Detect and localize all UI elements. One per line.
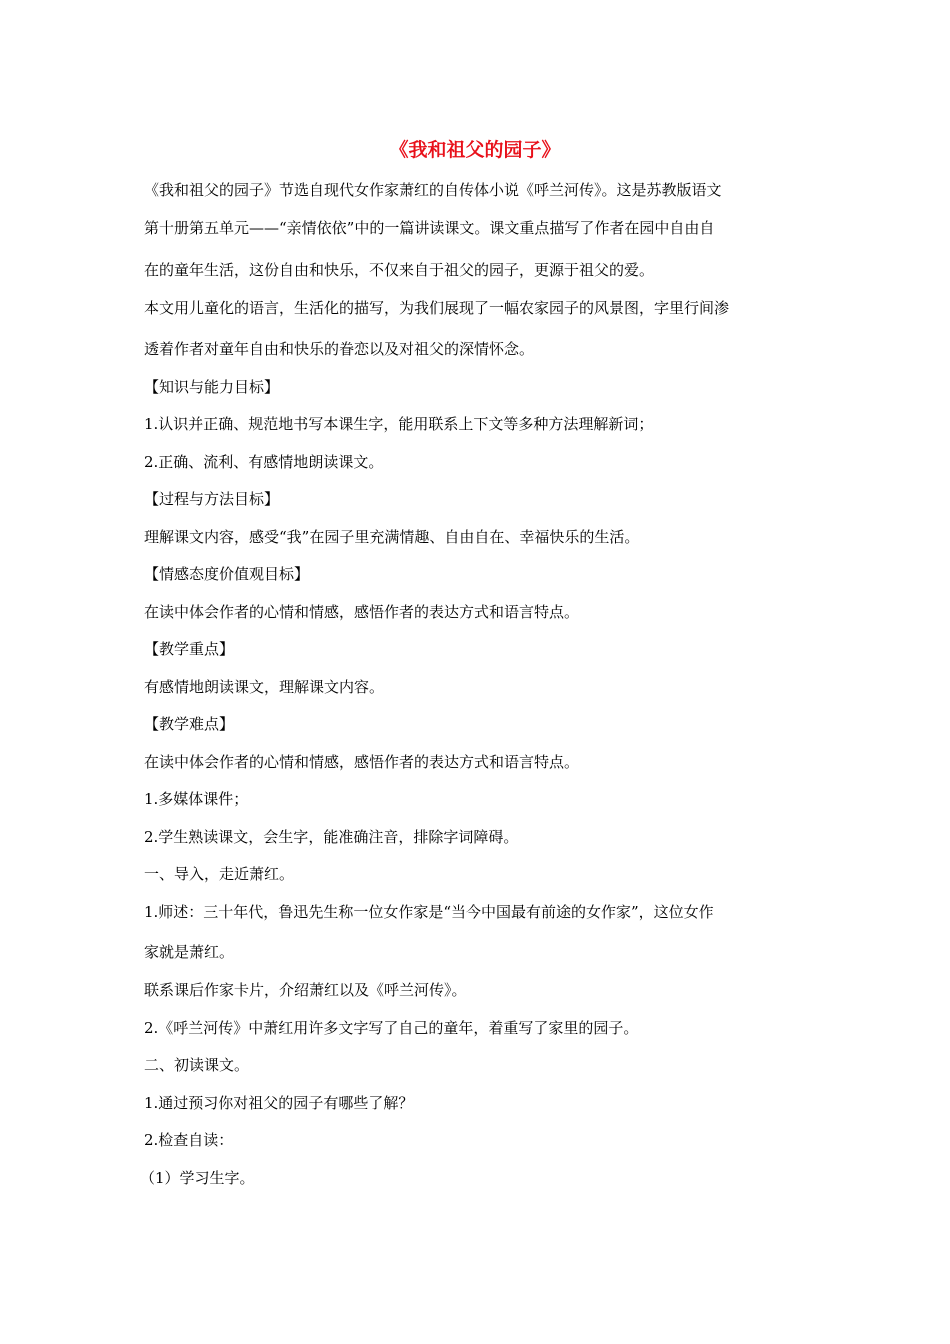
- text-line: 1.通过预习你对祖父的园子有哪些了解？: [144, 1094, 414, 1112]
- text-line: 在读中体会作者的心情和情感，感悟作者的表达方式和语言特点。: [144, 753, 580, 771]
- document-title: 《我和祖父的园子》: [389, 139, 561, 161]
- text-line: 《我和祖父的园子》节选自现代女作家萧红的自传体小说《呼兰河传》。这是苏教版语文: [144, 181, 722, 199]
- text-line: 有感情地朗读课文，理解课文内容。: [144, 678, 385, 696]
- section-heading: 【过程与方法目标】: [144, 490, 280, 508]
- text-line: 1.师述：三十年代，鲁迅先生称一位女作家是“当今中国最有前途的女作家”，这位女作: [144, 903, 714, 921]
- text-line: 本文用儿童化的语言，生活化的描写，为我们展现了一幅农家园子的风景图，字里行间渗: [144, 299, 730, 317]
- text-line: 在的童年生活，这份自由和快乐，不仅来自于祖父的园子，更源于祖父的爱。: [144, 261, 655, 279]
- text-line: 1.多媒体课件；: [144, 790, 249, 808]
- text-line: 2.检查自读：: [144, 1131, 234, 1149]
- text-line: 家就是萧红。: [144, 943, 235, 961]
- text-line: 在读中体会作者的心情和情感，感悟作者的表达方式和语言特点。: [144, 603, 580, 621]
- section-heading: 【知识与能力目标】: [144, 378, 280, 396]
- text-line: 联系课后作家卡片，介绍萧红以及《呼兰河传》。: [144, 981, 467, 999]
- text-line: 一、导入，走近萧红。: [144, 865, 295, 883]
- text-line: 2.学生熟读课文，会生字，能准确注音，排除字词障碍。: [144, 828, 519, 846]
- section-heading: 【情感态度价值观目标】: [144, 565, 310, 583]
- text-line: 理解课文内容，感受“我”在园子里充满情趣、自由自在、幸福快乐的生活。: [144, 528, 640, 546]
- text-line: 2.正确、流利、有感情地朗读课文。: [144, 453, 384, 471]
- text-line: （1）学习生字。: [140, 1169, 255, 1187]
- section-heading: 【教学重点】: [144, 640, 235, 658]
- text-line: 透着作者对童年自由和快乐的眷恋以及对祖父的深情怀念。: [144, 340, 535, 358]
- text-line: 第十册第五单元——“亲情依依”中的一篇讲读课文。课文重点描写了作者在园中自由自: [144, 219, 715, 237]
- text-line: 1.认识并正确、规范地书写本课生字，能用联系上下文等多种方法理解新词；: [144, 415, 654, 433]
- text-line: 2.《呼兰河传》中萧红用许多文字写了自己的童年，着重写了家里的园子。: [144, 1019, 639, 1037]
- text-line: 二、初读课文。: [144, 1056, 250, 1074]
- section-heading: 【教学难点】: [144, 715, 235, 733]
